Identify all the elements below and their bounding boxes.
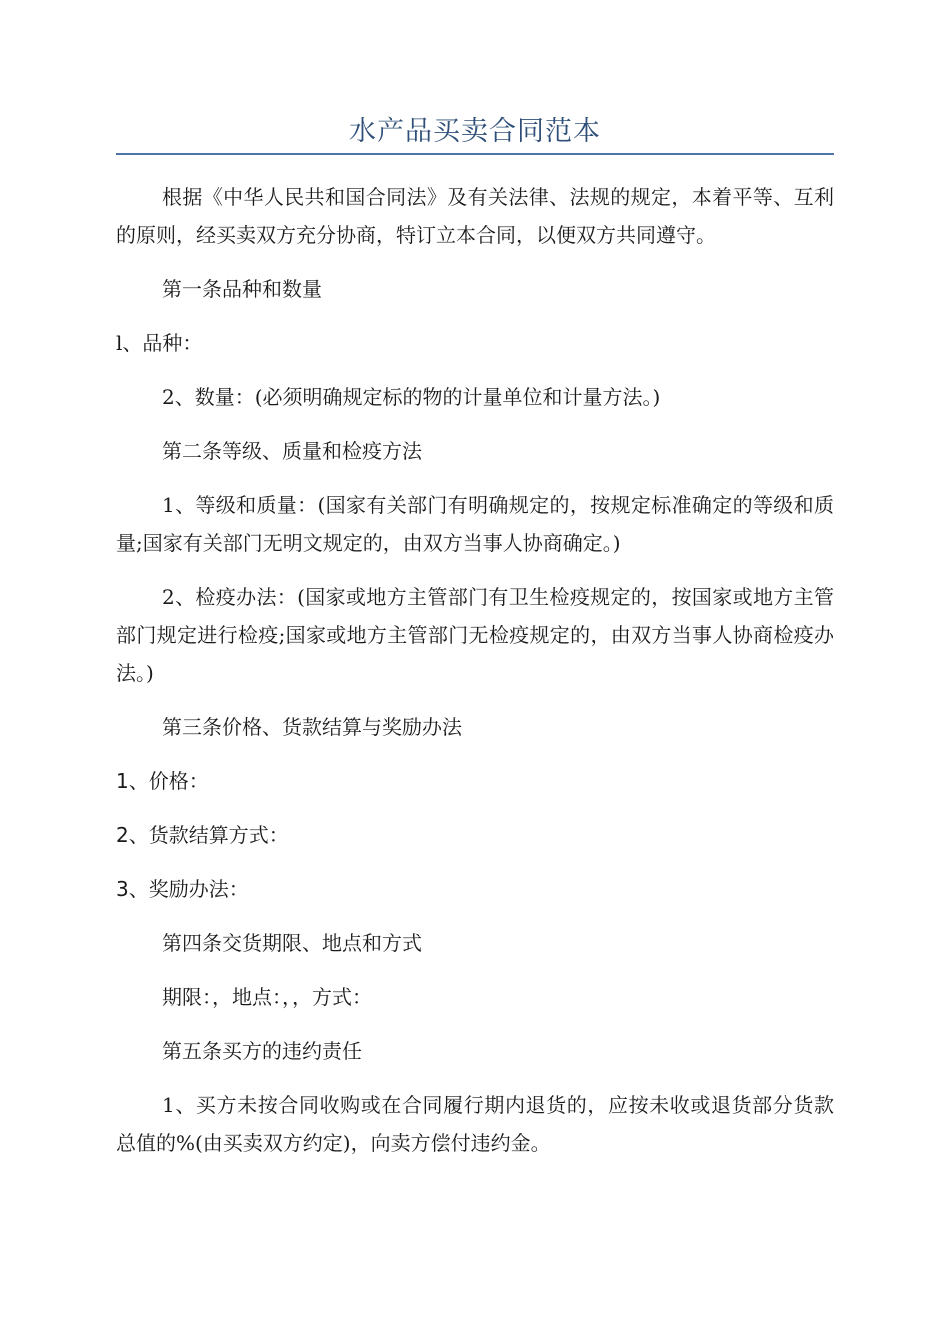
item-buyer-liability: 1、买方未按合同收购或在合同履行期内退货的，应按未收或退货部分货款总值的%(由买卖双方约定)，向卖方偿付违约金。 xyxy=(116,1093,834,1155)
item-grade-quality: 1、等级和质量：(国家有关部门有明确规定的，按规定标准确定的等级和质量;国家有关部门无明文规定的，由双方当事人协商确定。) xyxy=(116,493,834,555)
heading-article-1: 第一条品种和数量 xyxy=(162,277,322,301)
heading-article-3: 第三条价格、货款结算与奖励办法 xyxy=(162,715,462,739)
heading-article-5: 第五条买方的违约责任 xyxy=(162,1039,362,1063)
item-price: 1、价格： xyxy=(116,769,209,793)
title-underline xyxy=(116,153,834,155)
heading-article-4: 第四条交货期限、地点和方式 xyxy=(162,931,422,955)
item-reward-method: 3、奖励办法： xyxy=(116,877,249,901)
item-delivery-terms: 期限：，地点：，，方式： xyxy=(162,985,372,1009)
item-quarantine: 2、检疫办法：(国家或地方主管部门有卫生检疫规定的，按国家或地方主管部门规定进行检疫;国家或地方主管部门无检疫规定的，由双方当事人协商检疫办法。) xyxy=(116,585,834,685)
item-variety: l、品种： xyxy=(116,331,203,355)
item-quantity: 2、数量：(必须明确规定标的物的计量单位和计量方法。) xyxy=(162,385,661,409)
paragraph-intro: 根据《中华人民共和国合同法》及有关法律、法规的规定，本着平等、互利的原则，经买卖双方充分协商，特订立本合同，以便双方共同遵守。 xyxy=(116,185,834,247)
document-title: 水产品买卖合同范本 xyxy=(349,116,601,147)
heading-article-2: 第二条等级、质量和检疫方法 xyxy=(162,439,422,463)
document-body xyxy=(116,178,834,1178)
item-payment-settlement: 2、货款结算方式： xyxy=(116,823,289,847)
